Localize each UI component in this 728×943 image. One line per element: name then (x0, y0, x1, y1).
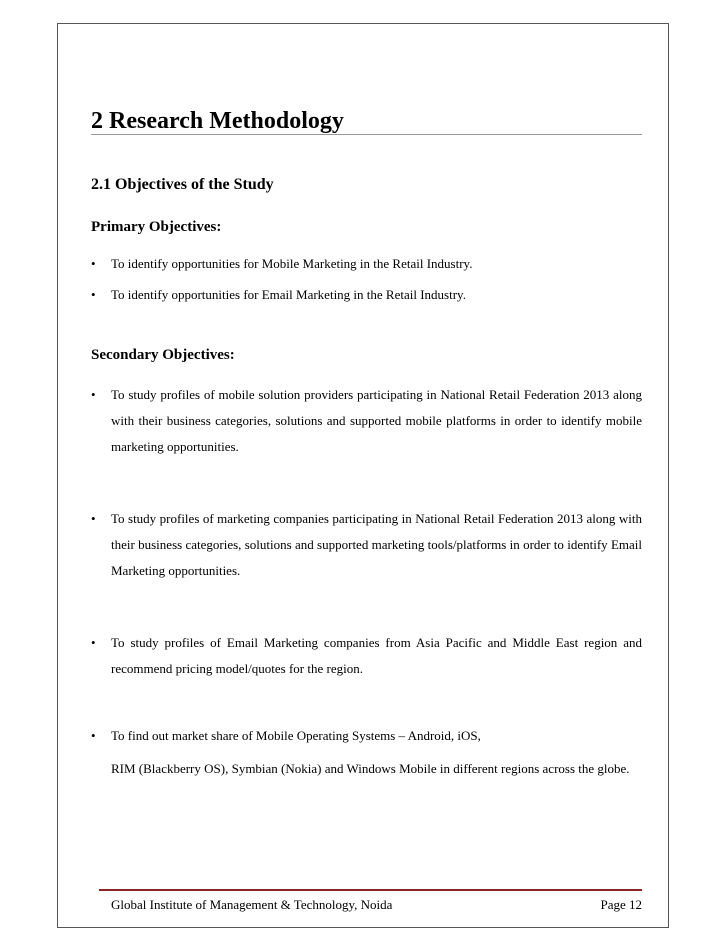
secondary-objective-4 (91, 723, 642, 749)
primary-objective-2 (91, 282, 642, 308)
secondary-objective-4-text: To find out market share of Mobile Operating Systems – Android, iOS, (111, 728, 481, 743)
bullet-icon: • (91, 287, 96, 302)
bullet-icon: • (91, 635, 96, 650)
footer-rule (99, 889, 642, 891)
page-border (57, 23, 669, 928)
bullet-icon: • (91, 511, 96, 526)
secondary-objective-3-text: To study profiles of Email Marketing companies from Asia Pacific and Middle East region and recommend pricing model/quotes for the region. (111, 635, 642, 676)
bullet-icon: • (91, 387, 96, 402)
section-title: 2 Research Methodology (91, 108, 344, 134)
primary-objectives-heading: Primary Objectives: (91, 219, 222, 235)
bullet-icon: • (91, 728, 96, 743)
subsection-title: 2.1 Objectives of the Study (91, 176, 274, 193)
section-title-rule (91, 134, 642, 135)
primary-objective-1-text: To identify opportunities for Mobile Marketing in the Retail Industry. (111, 256, 473, 271)
primary-objective-2-text: To identify opportunities for Email Marketing in the Retail Industry. (111, 287, 466, 302)
secondary-objective-1 (91, 382, 642, 460)
secondary-objectives-heading: Secondary Objectives: (91, 347, 235, 363)
secondary-objective-3 (91, 630, 642, 682)
secondary-objective-2 (91, 506, 642, 584)
secondary-objective-4-continuation-text: RIM (Blackberry OS), Symbian (Nokia) and Windows Mobile in different regions across the globe. (111, 761, 630, 776)
bullet-icon: • (91, 256, 96, 271)
primary-objective-1 (91, 251, 642, 277)
secondary-objective-2-text: To study profiles of marketing companies participating in National Retail Federation 2013 along with their business categories, solutions and supported marketing tools/platforms in order to identify Email Marketing opportunities. (111, 511, 642, 578)
footer-page-number: Page 12 (600, 897, 642, 912)
secondary-objective-1-text: To study profiles of mobile solution providers participating in National Retail Federation 2013 along with their business categories, solutions and supported mobile platforms in order to identify mobile marketing opportunities. (111, 387, 642, 454)
footer-institute: Global Institute of Management & Technology, Noida (111, 897, 393, 912)
secondary-objective-4-continuation (91, 756, 642, 782)
